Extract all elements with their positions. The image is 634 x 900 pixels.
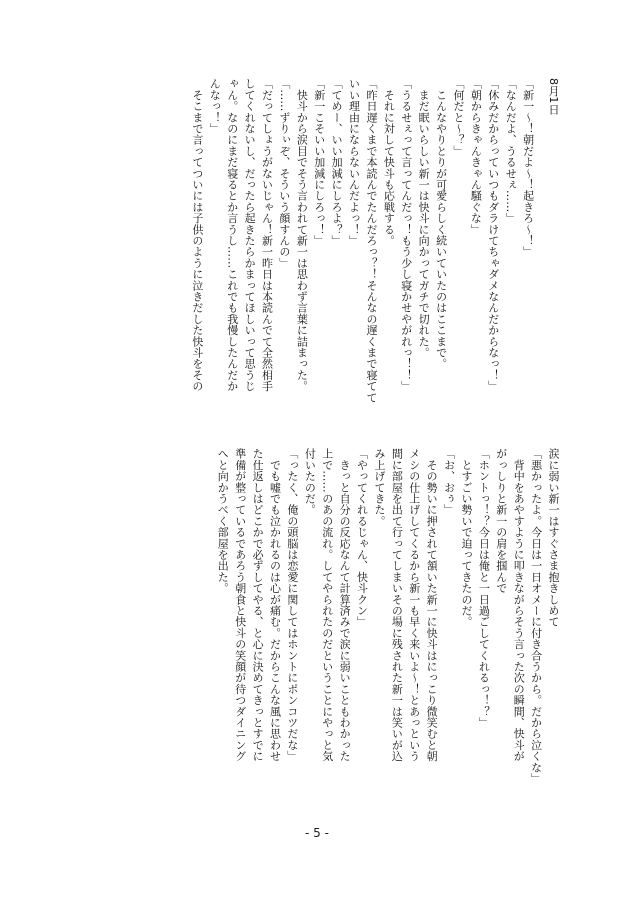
text-line: がっしりと新一の肩を掴んで xyxy=(494,448,508,594)
text-line: んなっ！」 xyxy=(208,78,222,134)
text-line: きっと自分の反応なんて計算済みで涙に弱いこともわかった xyxy=(338,448,352,762)
text-line: 準備が整っているであろう朝食と快斗の笑顔が待つダイニング xyxy=(233,448,247,762)
text-line: してくれないし、だったら起きたらかまってほしいって思うじ xyxy=(243,78,257,392)
text-line: 「てめー、いい加減にしろよ？」 xyxy=(330,78,344,246)
text-line: その勢いに押されて頷いた新一に快斗はにっこり微笑むと朝 xyxy=(425,448,439,762)
text-line: こんなやりとりが可愛らしく続いていたのはここまで。 xyxy=(434,78,448,370)
text-line: 上で……のあの流れ。してやられたのだということにやっと気 xyxy=(320,448,334,762)
page-number: - 5 - xyxy=(305,826,329,840)
text-line: 「ホントっ！？今日は俺と一日過ごしてくれるっ！？」 xyxy=(477,448,491,728)
text-line: 「なんだよ、うるせぇ……」 xyxy=(504,78,518,224)
text-line: それに対して快斗も応戦する。 xyxy=(382,78,396,246)
upper-lines xyxy=(188,78,536,408)
text-line: 「昨日遅くまで本読んでたんだろっ？！そんなの遅くまで寝てて xyxy=(364,78,378,403)
text-line: まだ眠いらしい新一は快斗に向かってガチで切れた。 xyxy=(417,78,431,358)
text-line: 快斗から涙目でそう言われて新一は思わず言葉に詰まった。 xyxy=(295,78,309,392)
date-heading: 8月1日 xyxy=(547,78,560,115)
text-line: 「ったく、俺の頭脳は恋愛に関してはホントにポンコツだな」 xyxy=(285,448,299,762)
upper-text-block xyxy=(82,78,562,408)
text-line: 「悪かったよ。今日は一日オメーに付き合うから。だから泣くな」 xyxy=(529,448,543,784)
text-line: 「休みだからっていつもダラけてちゃダメなんだからなっ！」 xyxy=(486,78,500,392)
text-line: 「お、おぅ」 xyxy=(442,448,456,516)
text-line: 「何だと～？」 xyxy=(451,78,465,157)
text-line: 「新一こそいい加減にしろっ！」 xyxy=(312,78,326,246)
text-line: 「やってくれるじゃん、快斗クン」 xyxy=(355,448,369,628)
text-line: 付いたのだ。 xyxy=(303,448,317,516)
text-line: ゃん。なのにまだ寝るとか言うし……これでも我慢したんだか xyxy=(225,78,239,392)
text-line: 「だってしょうがないじゃん！新一昨日は本読んでて全然相手 xyxy=(260,78,274,392)
text-line: いい理由にならないんだよっ！」 xyxy=(347,78,361,246)
text-line: み上げてきた。 xyxy=(372,448,386,527)
text-line: 涙に弱い新一はすぐさま抱きしめて xyxy=(547,448,560,628)
text-line: た仕返しはどこかで必ずしてやる、と心に決めてきっとすでに xyxy=(251,448,265,762)
text-line: 「……ずりぃぞ、そういう顔すんの」 xyxy=(277,78,291,269)
lower-lines xyxy=(214,448,562,784)
text-line: とすごい勢いで迫ってきたのだ。 xyxy=(459,448,473,628)
text-line: 「新一～！朝だよ～！起きろ～！」 xyxy=(521,78,535,258)
text-line: 「朝からきゃんきゃん騒ぐな」 xyxy=(469,78,483,235)
text-line: でも嘘でも泣かれるのは心が痛む。だからこんな風に思わせ xyxy=(268,448,282,762)
text-line: 「うるせぇって言ってんだっ！もう少し寝かせやがれっ！！」 xyxy=(399,78,413,392)
lower-text-block xyxy=(82,448,562,784)
text-line: 背中をあやすように叩きながらそう言った次の瞬間、快斗が xyxy=(512,448,526,762)
text-line: そこまで言ってついには子供のように泣きだした快斗をその xyxy=(190,78,204,392)
text-line: 間に部屋を出て行ってしまいその場に残された新一は笑いが込 xyxy=(390,448,404,762)
text-line: へと向かうべく部屋を出た。 xyxy=(216,448,230,594)
text-line: メシの仕上げしてくるから新一も早く来いよ～！とあっという xyxy=(407,448,421,762)
